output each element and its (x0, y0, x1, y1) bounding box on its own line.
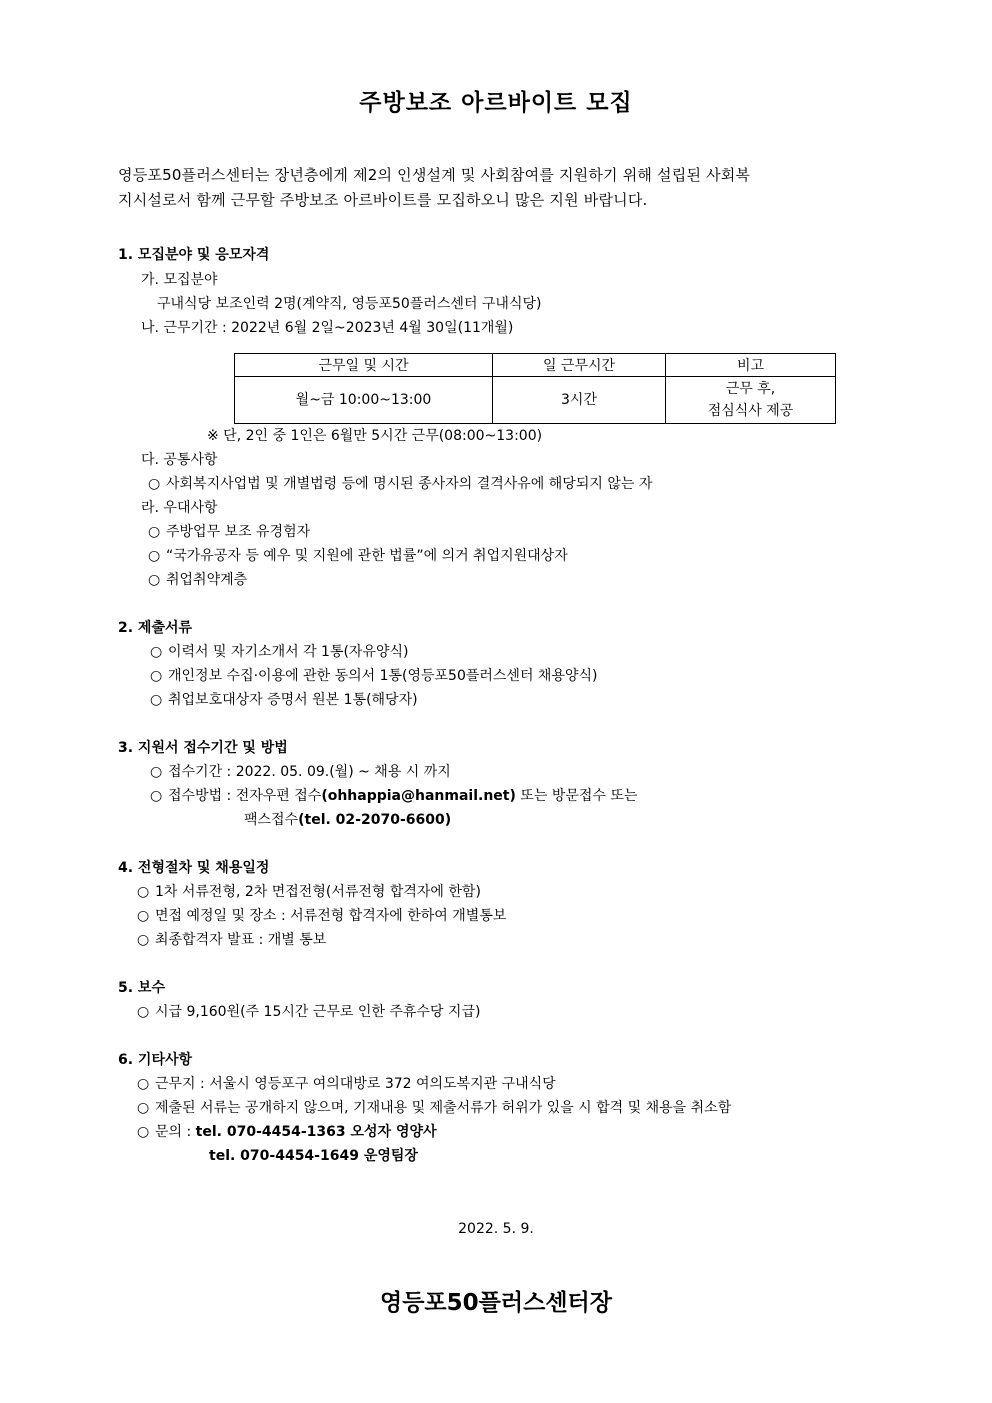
email-link[interactable]: (ohhappia@hanmail.net) (321, 788, 516, 804)
intro-line-2: 지시설로서 함께 근무할 주방보조 아르바이트를 모집하오니 많은 지원 바랍니다. (118, 191, 648, 209)
contact-1: tel. 070-4454-1363 오성자 영양사 (195, 1124, 437, 1140)
section-1-na-label: 나. 근무기간 : 2022년 6월 2일~2023년 4월 30일(11개월) (141, 320, 514, 336)
page-title: 주방보조 아르바이트 모집 (359, 90, 633, 116)
list-item: ○ 접수기간 : 2022. 05. 09.(월) ~ 채용 시 까지 (150, 764, 451, 780)
section-3-heading: 3. 지원서 접수기간 및 방법 (118, 740, 288, 756)
section-2-heading: 2. 제출서류 (118, 620, 193, 636)
section-4-heading: 4. 전형절차 및 채용일정 (118, 860, 270, 876)
list-item: ○ 제출된 서류는 공개하지 않으며, 기재내용 및 제출서류가 허위가 있을 시 합격 및 채용을 취소함 (137, 1100, 732, 1116)
document-date: 2022. 5. 9. (458, 1221, 534, 1237)
bullet-icon: ○ (150, 668, 163, 684)
remarks-line-2: 점심식사 제공 (707, 403, 794, 419)
table-header-cell: 근무일 및 시간 (235, 354, 493, 377)
schedule-note: ※ 단, 2인 중 1인은 6월만 5시간 근무(08:00~13:00) (207, 428, 543, 444)
bullet-icon: ○ (137, 908, 150, 924)
bullet-icon: ○ (137, 1076, 150, 1092)
table-header-cell: 비고 (666, 354, 836, 377)
signature: 영등포50플러스센터장 (380, 1290, 612, 1316)
work-schedule-table (234, 353, 836, 424)
list-item: ○ 1차 서류전형, 2차 면접전형(서류전형 합격자에 한함) (137, 884, 481, 900)
bullet-icon: ○ (150, 764, 163, 780)
fax-number: (tel. 02-2070-6600) (298, 812, 452, 828)
section-6-heading: 6. 기타사항 (118, 1052, 193, 1068)
list-item: ○ 시급 9,160원(주 15시간 근무로 인한 주휴수당 지급) (137, 1004, 481, 1020)
list-item: ○ 면접 예정일 및 장소 : 서류전형 합격자에 한하여 개별통보 (137, 908, 507, 924)
table-row (235, 377, 836, 424)
bullet-icon: ○ (137, 1124, 150, 1140)
table-header-cell: 일 근무시간 (493, 354, 666, 377)
section-1-ga-text: 구내식당 보조인력 2명(계약직, 영등포50플러스센터 구내식당) (157, 296, 542, 312)
section-5-heading: 5. 보수 (118, 980, 165, 996)
bullet-icon: ○ (150, 644, 163, 660)
bullet-icon: ○ (150, 692, 163, 708)
section-1-heading: 1. 모집분야 및 응모자격 (118, 247, 270, 263)
bullet-icon: ○ (148, 548, 161, 564)
bullet-icon: ○ (150, 788, 163, 804)
bullet-icon: ○ (148, 524, 161, 540)
table-cell-daily-hours: 3시간 (493, 377, 666, 424)
remarks-line-1: 근무 후, (725, 381, 776, 397)
bullet-icon: ○ (137, 1004, 150, 1020)
bullet-icon: ○ (148, 476, 161, 492)
list-item: ○ 개인정보 수집·이용에 관한 동의서 1통(영등포50플러스센터 채용양식) (150, 668, 598, 684)
list-item: ○ 취업취약계층 (148, 572, 248, 588)
intro-line-1: 영등포50플러스센터는 장년층에게 제2의 인생설계 및 사회참여를 지원하기 위해 설립된 사회복 (118, 166, 751, 184)
bullet-icon: ○ (148, 572, 161, 588)
contact-2: tel. 070-4454-1649 운영팀장 (209, 1148, 418, 1164)
table-header-row (235, 354, 836, 377)
contact-2-line (209, 1149, 418, 1163)
table-cell-days-hours: 월~금 10:00~13:00 (235, 377, 493, 424)
list-item: ○ 취업보호대상자 증명서 원본 1통(해당자) (150, 692, 418, 708)
list-item: ○ 주방업무 보조 유경험자 (148, 524, 311, 540)
list-item: ○ 사회복지사업법 및 개별법령 등에 명시된 종사자의 결격사유에 해당되지 않는 자 (148, 476, 653, 492)
list-item: ○ 근무지 : 서울시 영등포구 여의대방로 372 여의도복지관 구내식당 (137, 1076, 556, 1092)
section-1-ra-label: 라. 우대사항 (141, 500, 218, 516)
list-item: ○ “국가유공자 등 예우 및 지원에 관한 법률”에 의거 취업지원대상자 (148, 548, 568, 564)
list-item: ○ 접수방법 : 전자우편 접수(ohhappia@hanmail.net) 또는 방문접수 또는 (150, 788, 638, 804)
list-item: ○ 이력서 및 자기소개서 각 1통(자유양식) (150, 644, 409, 660)
fax-line: 팩스접수(tel. 02-2070-6600) (244, 812, 452, 828)
list-item: ○ 문의 : tel. 070-4454-1363 오성자 영양사 (137, 1124, 437, 1140)
bullet-icon: ○ (137, 884, 150, 900)
list-item: ○ 최종합격자 발표 : 개별 통보 (137, 932, 327, 948)
section-1-ga-label: 가. 모집분야 (141, 272, 218, 288)
section-1-da-label: 다. 공통사항 (141, 452, 218, 468)
table-cell-remarks (666, 377, 836, 424)
bullet-icon: ○ (137, 1100, 150, 1116)
bullet-icon: ○ (137, 932, 150, 948)
